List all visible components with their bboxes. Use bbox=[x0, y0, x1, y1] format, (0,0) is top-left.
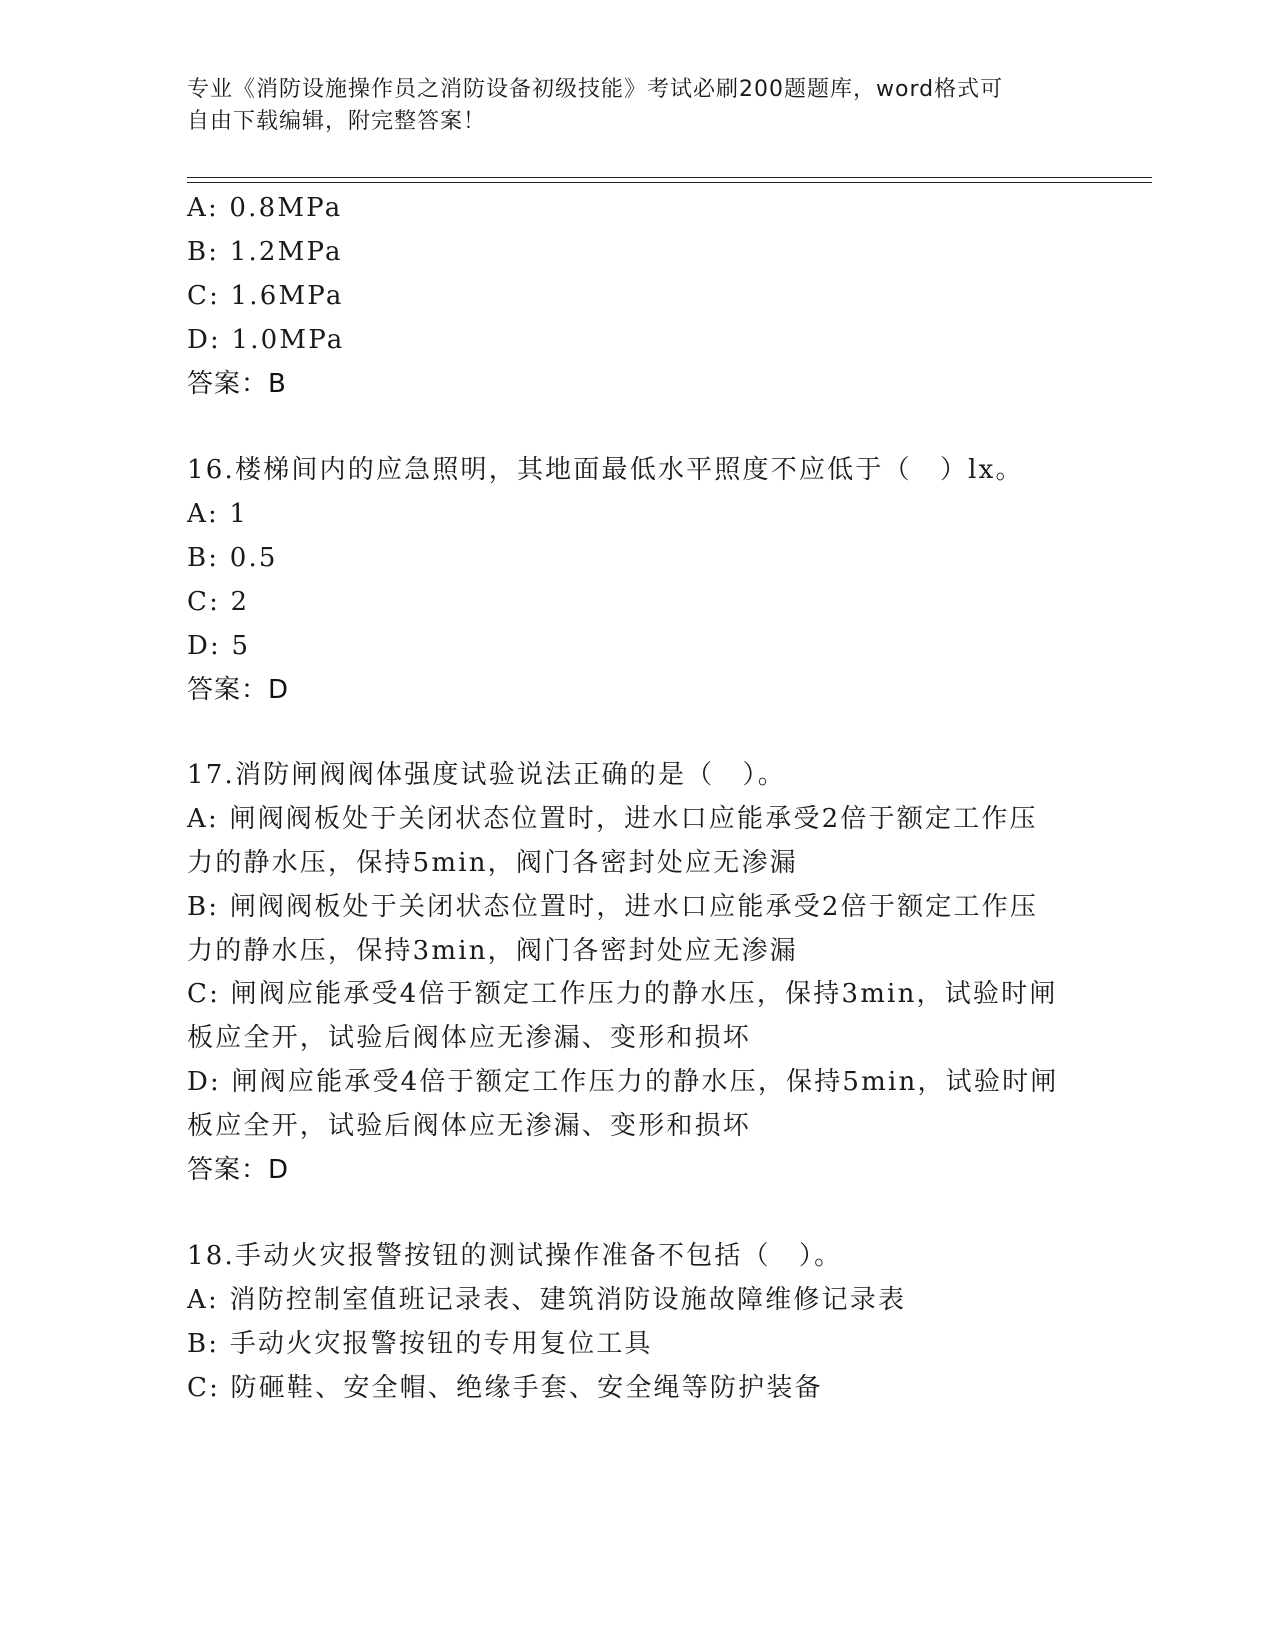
option-d: D: 1.0MPa bbox=[187, 325, 345, 355]
option-a: A: 闸阀阀板处于关闭状态位置时，进水口应能承受2倍于额定工作压 bbox=[187, 804, 1038, 834]
header-line-2: 自由下载编辑，附完整答案！ bbox=[187, 109, 487, 134]
option-a: A: 消防控制室值班记录表、建筑消防设施故障维修记录表 bbox=[187, 1285, 907, 1315]
option-d: D: 5 bbox=[187, 631, 251, 661]
document-header bbox=[187, 74, 1087, 138]
question-16: 16.楼梯间内的应急照明，其地面最低水平照度不应低于（ ）lx。 bbox=[187, 455, 1024, 485]
option-c-continued: 板应全开，试验后阀体应无渗漏、变形和损坏 bbox=[187, 1023, 752, 1053]
header-divider-top bbox=[187, 177, 1152, 178]
option-c: C: 闸阀应能承受4倍于额定工作压力的静水压，保持3min，试验时闸 bbox=[187, 979, 1058, 1009]
header-divider-bottom bbox=[187, 182, 1152, 183]
answer: 答案：D bbox=[187, 1155, 290, 1185]
option-b: B: 闸阀阀板处于关闭状态位置时，进水口应能承受2倍于额定工作压 bbox=[187, 892, 1039, 922]
option-c: C: 防砸鞋、安全帽、绝缘手套、安全绳等防护装备 bbox=[187, 1373, 823, 1403]
option-b: B: 0.5 bbox=[187, 543, 278, 573]
answer: 答案：B bbox=[187, 369, 287, 399]
option-b: B: 手动火灾报警按钮的专用复位工具 bbox=[187, 1329, 653, 1359]
option-a: A: 0.8MPa bbox=[187, 193, 343, 223]
option-b-continued: 力的静水压，保持3min，阀门各密封处应无渗漏 bbox=[187, 936, 798, 966]
header-line-1: 专业《消防设施操作员之消防设备初级技能》考试必刷200题题库，word格式可 bbox=[187, 77, 1004, 102]
option-b: B: 1.2MPa bbox=[187, 237, 343, 267]
option-c: C: 2 bbox=[187, 587, 250, 617]
option-a-continued: 力的静水压，保持5min，阀门各密封处应无渗漏 bbox=[187, 848, 798, 878]
option-a: A: 1 bbox=[187, 499, 249, 529]
option-c: C: 1.6MPa bbox=[187, 281, 344, 311]
option-d: D: 闸阀应能承受4倍于额定工作压力的静水压，保持5min，试验时闸 bbox=[187, 1067, 1059, 1097]
answer: 答案：D bbox=[187, 675, 290, 705]
question-18: 18.手动火灾报警按钮的测试操作准备不包括（ ）。 bbox=[187, 1241, 843, 1271]
option-d-continued: 板应全开，试验后阀体应无渗漏、变形和损坏 bbox=[187, 1111, 752, 1141]
question-17: 17.消防闸阀阀体强度试验说法正确的是（ ）。 bbox=[187, 760, 786, 790]
